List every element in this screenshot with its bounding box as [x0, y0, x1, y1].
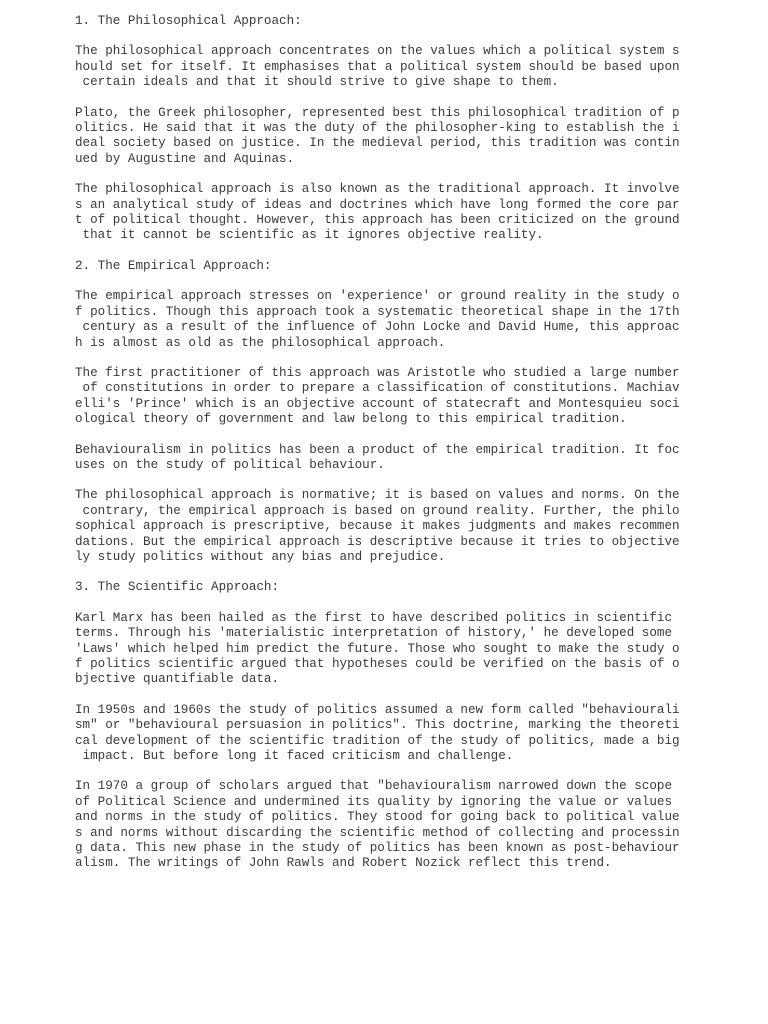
paragraph: Karl Marx has been hailed as the first to have described politics in scientific terms. Through his 'materialistic interpretation of history,' he developed some 'Laws' which helped him predict the future. Those who sought to make the study o f politics scientific argued that hypotheses could be verified on the basis of o bjective quantifiable data.: [75, 610, 680, 687]
section-heading-empirical: 2. The Empirical Approach:: [75, 258, 272, 273]
paragraph: Plato, the Greek philosopher, represented best this philosophical tradition of p olitics. He said that it was the duty of the philosopher-king to establish the i deal society based on justice. In the medieval period, this tradition was contin ued by Augustine and Aquinas.: [75, 105, 680, 166]
paragraph: The philosophical approach is normative; it is based on values and norms. On the contrary, the empirical approach is based on ground reality. Further, the philo sophical approach is prescriptive, because it makes judgments and makes recommen dations. But the empirical approach is descriptive because it tries to objective ly study politics without any bias and prejudice.: [75, 488, 680, 564]
paragraph: Behaviouralism in politics has been a product of the empirical tradition. It foc uses on the study of political behaviour.: [75, 442, 680, 472]
section-heading-scientific: 3. The Scientific Approach:: [75, 580, 280, 595]
paragraph: The philosophical approach is also known as the traditional approach. It involve s an analytical study of ideas and doctrines which have long formed the core par t of political thought. However, this approach has been criticized on the ground that it cannot be scientific as it ignores objective reality.: [75, 182, 680, 243]
paragraph: The philosophical approach concentrates on the values which a political system s hould set for itself. It emphasises that a political system should be based upon certain ideals and that it should strive to give shape to them.: [75, 44, 680, 90]
document-page: [75, 14, 680, 887]
section-heading-philosophical: 1. The Philosophical Approach:: [75, 14, 302, 28]
paragraph: The first practitioner of this approach was Aristotle who studied a large number of constitutions in order to prepare a classification of constitutions. Machiav elli's 'Prince' which is an objective account of statecraft and Montesquieu soci ological theory of government and law belong to this empirical tradition.: [75, 365, 680, 427]
paragraph: The empirical approach stresses on 'experience' or ground reality in the study o f politics. Though this approach took a systematic theoretical shape in the 17th century as a result of the influence of John Locke and David Hume, this approac h is almost as old as the philosophical approach.: [75, 289, 680, 350]
paragraph: In 1970 a group of scholars argued that "behaviouralism narrowed down the scope of Political Science and undermined its quality by ignoring the value or values and norms in the study of politics. They stood for going back to political value s and norms without discarding the scientific method of collecting and processin g data. This new phase in the study of politics has been known as post-behaviour alism. The writings of John Rawls and Robert Nozick reflect this trend.: [75, 779, 680, 871]
paragraph: In 1950s and 1960s the study of politics assumed a new form called "behaviourali sm" or "behavioural persuasion in politics". This doctrine, marking the theoreti cal development of the scientific tradition of the study of politics, made a big impact. But before long it faced criticism and challenge.: [75, 702, 680, 764]
